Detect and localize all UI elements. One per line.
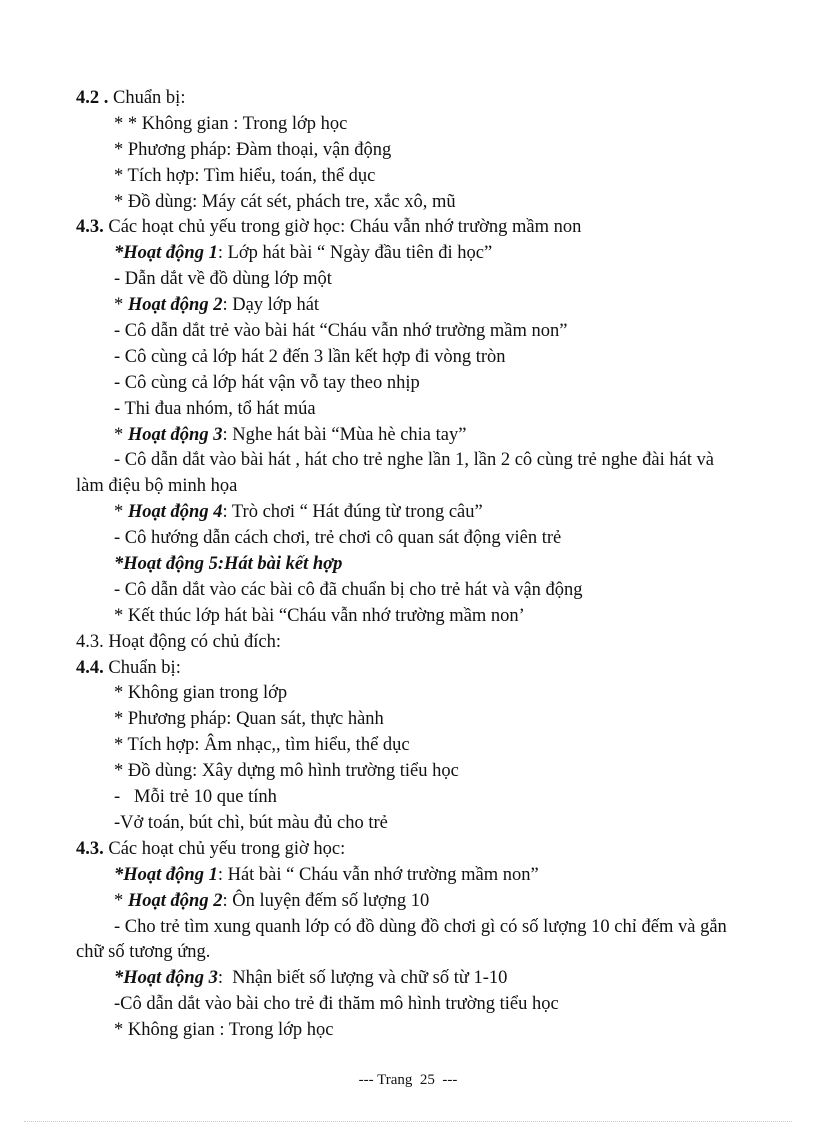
list-item: - Mỗi trẻ 10 que tính [114,787,277,808]
heading-number: 4.3. [76,217,104,238]
list-item: - Cô dẫn dắt vào các bài cô đã chuẩn bị cho trẻ hát và vận động [114,579,583,600]
footer-divider [24,1121,792,1122]
activity-label: *Hoạt động 1 [114,864,218,885]
activity-3 [76,423,766,449]
list-item: * Phương pháp: Quan sát, thực hành [114,709,384,730]
activity-4 [76,500,766,526]
activity-label: *Hoạt động 5:Hát bài kết hợp [114,554,343,575]
activity-3 [76,966,766,992]
list-item: -Vở toán, bút chì, bút màu đủ cho trẻ [114,812,388,833]
list-item: - Cô cùng cả lớp hát vận vỗ tay theo nhịp [114,372,420,393]
activity-star: * [114,890,128,911]
activity-label: *Hoạt động 1 [114,243,218,264]
list-item: - Cho trẻ tìm xung quanh lớp có đồ dùng đồ chơi gì có số lượng 10 chỉ đếm và gắn [114,916,727,937]
activity-2 [76,889,766,915]
heading-number: 4.3. [76,838,104,859]
activity-star: * [114,502,128,523]
activity-label: *Hoạt động 3 [114,968,218,989]
activity-star: * [114,424,128,445]
section-heading-4-2 [76,86,766,112]
heading-text: Chuẩn bị: [108,88,186,108]
activity-1 [76,241,766,267]
list-item: * Phương pháp: Đàm thoại, vận động [114,139,392,160]
list-item: - Cô cùng cả lớp hát 2 đến 3 lần kết hợp đi vòng tròn [114,346,506,367]
activity-text: : Lớp hát bài “ Ngày đầu tiên đi học” [217,243,493,264]
activity-star: * [114,295,128,316]
section-heading-4-3-b: 4.3. Hoạt động có chủ đích: [76,631,281,652]
list-item: - Cô dẫn dắt vào bài hát , hát cho trẻ nghe lần 1, lần 2 cô cùng trẻ nghe đài hát và [114,450,715,471]
activity-text: : Ôn luyện đếm số lượng 10 [222,890,430,911]
list-item: * Không gian trong lớp [114,683,288,704]
list-item: * Tích hợp: Tìm hiểu, toán, thể dục [114,165,376,186]
section-heading-4-4 [76,656,766,682]
activity-1 [76,863,766,889]
list-item: -Cô dẫn dắt vào bài cho trẻ đi thăm mô hình trường tiểu học [114,994,559,1015]
list-item: * Đồ dùng: Máy cát sét, phách tre, xắc xô, mũ [114,191,456,212]
activity-5 [76,552,766,578]
activity-text: : Dạy lớp hát [222,295,320,316]
list-item: * Đồ dùng: Xây dựng mô hình trường tiểu học [114,761,459,782]
activity-text: : Trò chơi “ Hát đúng từ trong câu” [222,502,483,523]
heading-text: Các hoạt chủ yếu trong giờ học: [103,838,346,859]
activity-label: Hoạt động 2 [127,295,223,316]
list-item: * Không gian : Trong lớp học [114,1020,334,1041]
page-content [76,86,766,1044]
section-heading-4-3 [76,215,766,241]
activity-label: Hoạt động 3 [127,424,223,445]
activity-text: : Nhận biết số lượng và chữ số từ 1-10 [217,968,508,989]
section-heading-4-3-c [76,837,766,863]
activity-text: : Nghe hát bài “Mùa hè chia tay” [222,424,467,445]
activity-text: : Hát bài “ Cháu vẫn nhớ trường mầm non” [217,864,539,885]
activity-2 [76,293,766,319]
activity-label: Hoạt động 2 [127,890,223,911]
heading-number: 4.2 . [76,88,109,108]
list-item: * Kết thúc lớp hát bài “Cháu vẫn nhớ trường mầm non’ [114,605,525,626]
heading-text: Các hoạt chủ yếu trong giờ học: Cháu vẫn nhớ trường mầm non [103,217,582,238]
list-item-continuation: làm điệu bộ minh họa [76,476,238,497]
list-item: * * Không gian : Trong lớp học [114,113,348,134]
page-footer: --- Trang 25 --- [358,1072,458,1088]
list-item: * Tích hợp: Âm nhạc,, tìm hiểu, thể dục [114,735,410,756]
heading-text: Chuẩn bị: [103,657,181,678]
list-item-continuation: chữ số tương ứng. [76,942,211,963]
heading-number: 4.4. [76,657,104,678]
activity-label: Hoạt động 4 [127,502,223,523]
list-item: - Thi đua nhóm, tổ hát múa [114,398,316,419]
list-item: - Cô dẫn dắt trẻ vào bài hát “Cháu vẫn nhớ trường mầm non” [114,321,568,342]
list-item: - Dẫn dắt về đồ dùng lớp một [114,269,332,290]
list-item: - Cô hướng dẫn cách chơi, trẻ chơi cô quan sát động viên trẻ [114,528,562,549]
